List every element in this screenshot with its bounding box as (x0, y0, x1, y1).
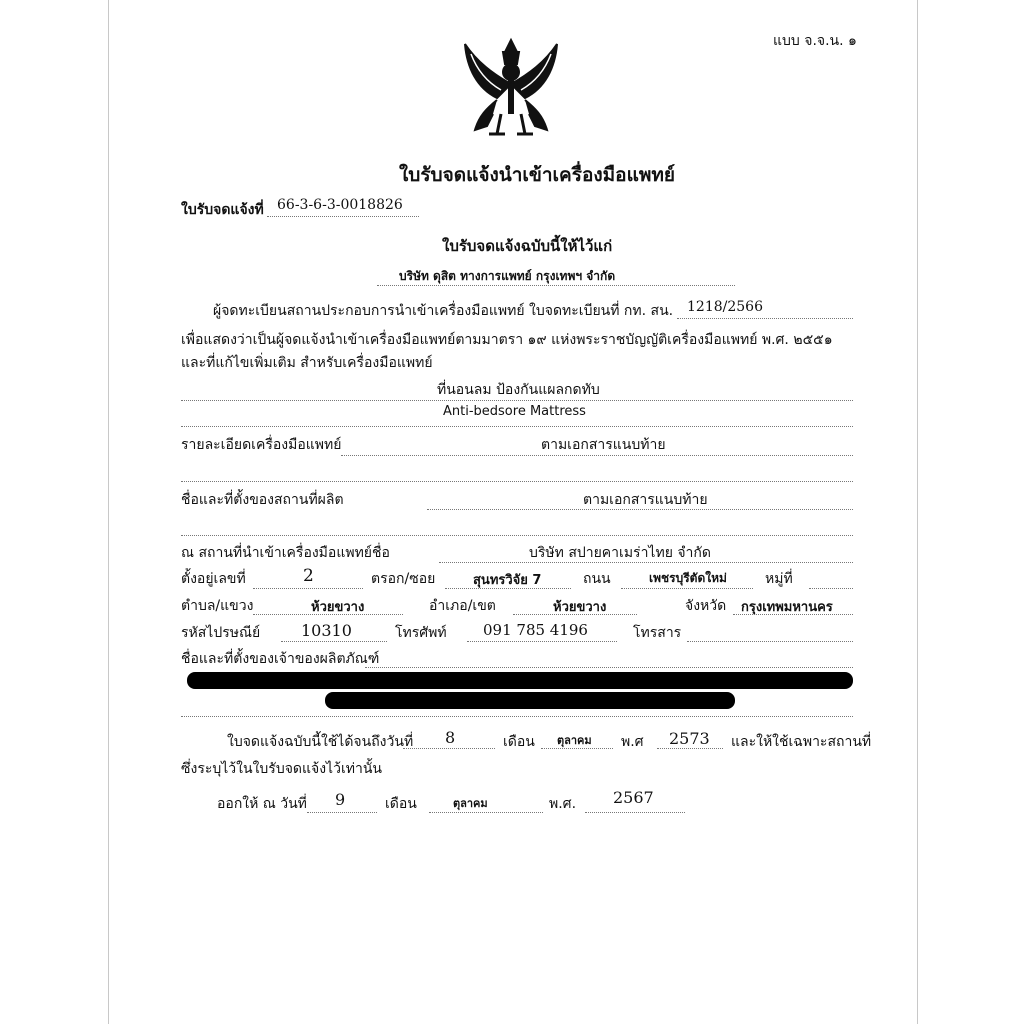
certificate-page (108, 0, 918, 1024)
validity-year-label: พ.ศ (621, 734, 644, 750)
issued-month-label: เดือน (385, 796, 417, 812)
validity-text: ใบจดแจ้งฉบับนี้ใช้ได้จนถึงวันที่ (227, 734, 414, 750)
redaction-bar (325, 692, 735, 709)
owner-label: ชื่อและที่ตั้งของเจ้าของผลิตภัณฑ์ (181, 651, 380, 667)
issued-day-line (307, 812, 377, 813)
soi-line (445, 588, 571, 589)
company-line (377, 285, 735, 286)
road-label: ถนน (583, 571, 611, 587)
validity-month-label: เดือน (503, 734, 535, 750)
phone-value: 091 785 4196 (483, 621, 588, 639)
subdistrict-value: ห้วยขวาง (311, 600, 365, 615)
details-line (341, 455, 853, 456)
validity-month-line (541, 748, 613, 749)
phone-line (467, 641, 617, 642)
details-line-2 (181, 481, 853, 482)
province-value: กรุงเทพมหานคร (741, 600, 833, 615)
fax-line (687, 641, 853, 642)
importer-value: บริษัท สปายคาเมร่าไทย จำกัด (529, 545, 711, 561)
device-line-1 (181, 400, 853, 401)
district-label: อำเภอ/เขต (429, 598, 496, 614)
moo-line (809, 588, 853, 589)
postal-label: รหัสไปรษณีย์ (181, 625, 261, 641)
redaction-bar (187, 672, 853, 689)
district-line (513, 614, 637, 615)
issued-label: ออกให้ ณ วันที่ (217, 796, 307, 812)
address-no-line (253, 588, 363, 589)
address-no-label: ตั้งอยู่เลขที่ (181, 571, 246, 587)
soi-label: ตรอก/ซอย (371, 571, 436, 587)
cert-number-line (267, 216, 419, 217)
road-value: เพชรบุรีตัดใหม่ (649, 571, 727, 585)
issued-day: 9 (335, 790, 346, 809)
validity-month: ตุลาคม (557, 734, 592, 747)
phone-label: โทรศัพท์ (395, 625, 447, 641)
device-line-2 (181, 426, 853, 427)
license-number-line (677, 318, 853, 319)
validity-day: 8 (445, 728, 456, 747)
validity-year-line (657, 748, 723, 749)
device-name-thai: ที่นอนลม ป้องกันแผลกดทับ (437, 382, 600, 398)
manufacturer-label: ชื่อและที่ตั้งของสถานที่ผลิต (181, 492, 344, 508)
license-number: 1218/2566 (687, 299, 763, 315)
validity-year: 2573 (669, 729, 710, 748)
manufacturer-value: ตามเอกสารแนบท้าย (583, 492, 708, 508)
document-title: ใบรับจดแจ้งนำเข้าเครื่องมือแพทย์ (399, 164, 676, 186)
subdistrict-line (253, 614, 403, 615)
postal-value: 10310 (301, 621, 352, 640)
manufacturer-line-2 (181, 535, 853, 536)
moo-label: หมู่ที่ (765, 571, 793, 587)
details-value: ตามเอกสารแนบท้าย (541, 437, 666, 453)
statement-text: เพื่อแสดงว่าเป็นผู้จดแจ้งนำเข้าเครื่องมือแพทย์ตามมาตรา ๑๙ แห่งพระราชบัญญัติเครื่องมือแพทย์ พ.ศ. ๒๕๕๑ (181, 332, 833, 348)
details-label: รายละเอียดเครื่องมือแพทย์ (181, 437, 342, 453)
issued-year-line (585, 812, 685, 813)
issued-to-heading: ใบรับจดแจ้งฉบับนี้ให้ไว้แก่ (442, 237, 613, 255)
device-name-english: Anti-bedsore Mattress (443, 404, 586, 419)
issued-year: 2567 (613, 788, 654, 807)
district-value: ห้วยขวาง (553, 600, 607, 615)
company-name: บริษัท ดุสิต ทางการแพทย์ กรุงเทพฯ จำกัด (399, 269, 616, 283)
postal-line (281, 641, 387, 642)
province-line (733, 614, 853, 615)
importer-line (439, 562, 853, 563)
garuda-emblem (457, 34, 565, 142)
cert-number-value: 66-3-6-3-0018826 (277, 197, 403, 213)
license-text: ผู้จดทะเบียนสถานประกอบการนำเข้าเครื่องมือแพทย์ ใบจดทะเบียนที่ กท. สน. (213, 303, 674, 319)
owner-line (365, 667, 853, 668)
fax-label: โทรสาร (633, 625, 682, 641)
owner-line-2 (181, 716, 853, 717)
form-code: แบบ จ.จ.น. ๑ (773, 33, 857, 49)
manufacturer-line (427, 509, 853, 510)
validity-text-3: ซึ่งระบุไว้ในใบรับจดแจ้งไว้เท่านั้น (181, 761, 382, 777)
soi-value: สุนทรวิจัย 7 (473, 573, 542, 588)
validity-day-line (403, 748, 495, 749)
cert-number-label: ใบรับจดแจ้งที่ (181, 202, 264, 218)
issued-month: ตุลาคม (453, 797, 488, 810)
province-label: จังหวัด (685, 598, 727, 614)
amend-text: และที่แก้ไขเพิ่มเติม สำหรับเครื่องมือแพทย์ (181, 355, 433, 371)
importer-label: ณ สถานที่นำเข้าเครื่องมือแพทย์ชื่อ (181, 545, 390, 561)
validity-text-2: และให้ใช้เฉพาะสถานที่ (731, 734, 872, 750)
issued-month-line (429, 812, 543, 813)
road-line (621, 588, 753, 589)
address-no-value: 2 (303, 566, 314, 586)
subdistrict-label: ตำบล/แขวง (181, 598, 254, 614)
issued-year-label: พ.ศ. (549, 796, 577, 812)
